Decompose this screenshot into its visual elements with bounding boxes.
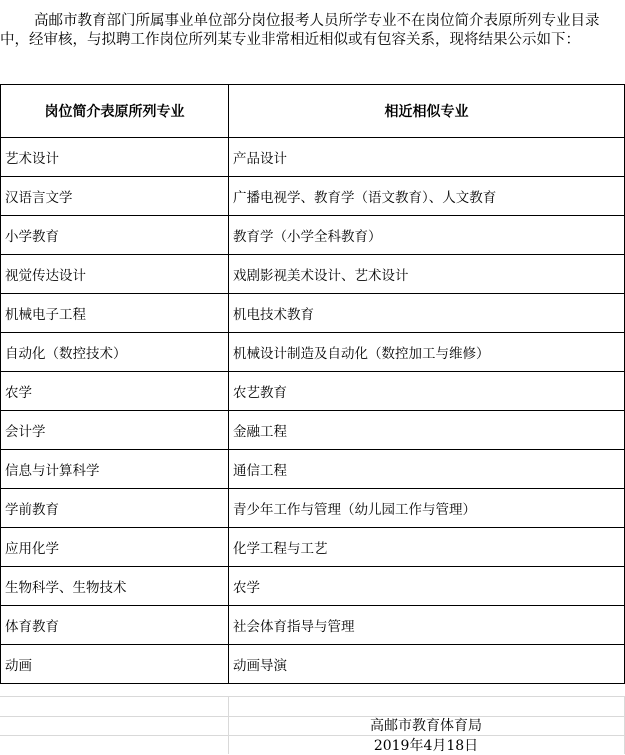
table-row	[1, 255, 625, 294]
similar-major-cell: 广播电视学、教育学（语文教育）、人文教育	[229, 177, 625, 216]
table-header-row	[1, 85, 625, 138]
original-major-cell: 信息与计算科学	[1, 450, 229, 489]
table-row	[1, 645, 625, 684]
similar-major-cell: 机械设计制造及自动化（数控加工与维修）	[229, 333, 625, 372]
original-major-cell: 自动化（数控技术）	[1, 333, 229, 372]
similar-major-cell: 通信工程	[229, 450, 625, 489]
table-body	[1, 138, 625, 684]
original-major-cell: 小学教育	[1, 216, 229, 255]
table-row	[1, 450, 625, 489]
similar-major-cell: 戏剧影视美术设计、艺术设计	[229, 255, 625, 294]
similar-major-cell: 农艺教育	[229, 372, 625, 411]
table-row	[1, 333, 625, 372]
sheet-gridline	[0, 696, 625, 697]
signature-date: 2019年4月18日	[373, 738, 479, 754]
original-major-cell: 体育教育	[1, 606, 229, 645]
similar-major-cell: 教育学（小学全科教育）	[229, 216, 625, 255]
table-row	[1, 294, 625, 333]
original-major-cell: 机械电子工程	[1, 294, 229, 333]
original-major-cell: 汉语言文学	[1, 177, 229, 216]
original-major-cell: 应用化学	[1, 528, 229, 567]
original-major-cell: 生物科学、生物技术	[1, 567, 229, 606]
intro-paragraph: 高邮市教育部门所属事业单位部分岗位报考人员所学专业不在岗位简介表原所列专业目录中，经审核，与拟聘工作岗位所列某专业非常相近相似或有包容关系，现将结果公示如下：	[0, 13, 600, 48]
original-major-cell: 动画	[1, 645, 229, 684]
table-row	[1, 567, 625, 606]
original-major-cell: 会计学	[1, 411, 229, 450]
table-row	[1, 411, 625, 450]
table-row	[1, 177, 625, 216]
similar-major-cell: 青少年工作与管理（幼儿园工作与管理）	[229, 489, 625, 528]
table-row	[1, 489, 625, 528]
similar-major-cell: 化学工程与工艺	[229, 528, 625, 567]
majors-table	[0, 84, 625, 684]
original-major-cell: 艺术设计	[1, 138, 229, 177]
original-major-cell: 学前教育	[1, 489, 229, 528]
majors-sheet	[0, 84, 625, 754]
table-row	[1, 138, 625, 177]
original-major-cell: 视觉传达设计	[1, 255, 229, 294]
header-similar-major: 相近相似专业	[229, 85, 625, 138]
original-major-cell: 农学	[1, 372, 229, 411]
header-original-major: 岗位简介表原所列专业	[1, 85, 229, 138]
table-row	[1, 606, 625, 645]
table-row	[1, 528, 625, 567]
similar-major-cell: 农学	[229, 567, 625, 606]
similar-major-cell: 社会体育指导与管理	[229, 606, 625, 645]
similar-major-cell: 金融工程	[229, 411, 625, 450]
table-row	[1, 216, 625, 255]
table-row	[1, 372, 625, 411]
similar-major-cell: 动画导演	[229, 645, 625, 684]
similar-major-cell: 产品设计	[229, 138, 625, 177]
signature-organization: 高邮市教育体育局	[370, 718, 482, 734]
similar-major-cell: 机电技术教育	[229, 294, 625, 333]
sheet-gridline	[0, 735, 625, 736]
